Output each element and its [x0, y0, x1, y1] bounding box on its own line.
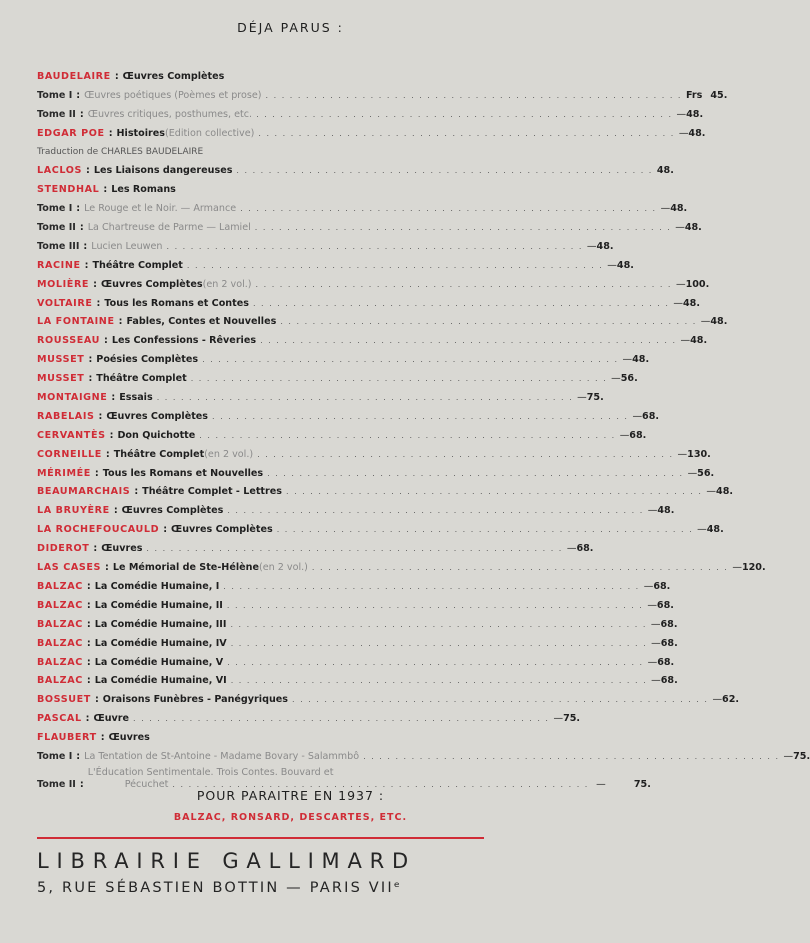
price: 48. [596, 240, 614, 252]
price-dash: — [619, 429, 630, 441]
edition-note: (Edition collective) [164, 127, 255, 139]
separator-colon: : [85, 713, 90, 725]
price-dash: — [706, 486, 717, 498]
leader-dots: . . . . . . . . . . . . . . . . . . . . . . . . . . . . . . . . . . . . . . . . . . . . . . . . . . . . [190, 374, 608, 384]
volume-label: Tome II [37, 222, 76, 234]
price: 48. [682, 297, 700, 309]
volume-text: Lucien Leuwen [91, 240, 163, 252]
leader-dots: . . . . . . . . . . . . . . . . . . . . . . . . . . . . . . . . . . . . . . . . . . . . . . . . . . . . [258, 128, 675, 138]
leader-dots: . . . . . . . . . . . . . . . . . . . . . . . . . . . . . . . . . . . . . . . . . . . . . . . . . . . . [227, 657, 644, 667]
work-title: Théâtre Complet [113, 448, 205, 460]
leader-dots: . . . . . . . . . . . . . . . . . . . . . . . . . . . . . . . . . . . . . . . . . . . . . . . . . . . . [254, 223, 672, 233]
catalog-entry [37, 612, 678, 631]
leader-dots: . . . . . . . . . . . . . . . . . . . . . . . . . . . . . . . . . . . . . . . . . . . . . . . . . . . . [223, 581, 640, 591]
price-dash: — [700, 316, 711, 328]
catalog-entry [37, 347, 650, 366]
price-dash: — [566, 543, 577, 555]
price: 68. [629, 429, 647, 441]
section-heading: DÉJA PARUS : [237, 20, 344, 35]
catalog-entry [37, 121, 706, 140]
separator-colon: : [86, 599, 91, 611]
separator-colon: : [104, 335, 108, 347]
price: 48. [657, 505, 675, 517]
catalog-entry [37, 253, 634, 272]
price: 100. [685, 278, 710, 290]
price: 56. [697, 467, 715, 479]
price: 48. [632, 354, 650, 366]
volume-label: Tome I [37, 89, 73, 101]
price-dash: — [783, 750, 794, 762]
work-title: La Comédie Humaine, IV [94, 637, 227, 649]
price-dash: — [651, 637, 661, 649]
leader-dots: . . . . . . . . . . . . . . . . . . . . . . . . . . . . . . . . . . . . . . . . . . . . . . . . . . . . [363, 751, 780, 761]
leader-dots: . . . . . . . . . . . . . . . . . . . . . . . . . . . . . . . . . . . . . . . . . . . . . . . . . . . . [236, 166, 653, 176]
work-title: Œuvres [108, 732, 150, 744]
catalog-entry [37, 442, 711, 461]
separator-colon: : [118, 316, 123, 328]
author-name: LA ROCHEFOUCAULD [37, 524, 160, 536]
price: 48. [706, 524, 724, 536]
catalog-entry [37, 461, 715, 480]
leader-dots: . . . . . . . . . . . . . . . . . . . . . . . . . . . . . . . . . . . . . . . . . . . . . . . . . . . . [212, 411, 629, 421]
work-title: Théâtre Complet [92, 259, 183, 271]
edition-note: (en 2 vol.) [204, 448, 254, 460]
leader-dots: . . . . . . . . . . . . . . . . . . . . . . . . . . . . . . . . . . . . . . . . . . . . . . . . . . . . [256, 109, 673, 119]
price-dash: — [596, 778, 606, 790]
separator-colon: : [86, 656, 91, 668]
volume-label: Tome II [37, 108, 76, 120]
separator-colon: : [86, 165, 90, 177]
separator-colon: : [76, 89, 81, 101]
author-name: BALZAC [37, 580, 83, 592]
volume-text: La Tentation de St-Antoine - Madame Bovary - Salammbô [84, 750, 360, 762]
catalog-entry [37, 631, 678, 650]
catalog-entry [37, 536, 594, 555]
volume-label: Tome I [37, 750, 73, 762]
separator-colon: : [83, 240, 88, 252]
work-title: Les Liaisons dangereuses [93, 165, 233, 177]
volume-label: Tome III [37, 240, 80, 252]
price-dash: — [607, 259, 617, 271]
price-dash: — [660, 203, 671, 215]
leader-dots: . . . . . . . . . . . . . . . . . . . . . . . . . . . . . . . . . . . . . . . . . . . . . . . . . . . . [240, 204, 657, 214]
separator-colon: : [114, 70, 119, 82]
price-dash: — [677, 448, 688, 460]
volume-text: Œuvres critiques, posthumes, etc. [87, 108, 253, 120]
leader-dots: . . . . . . . . . . . . . . . . . . . . . . . . . . . . . . . . . . . . . . . . . . . . . . . . . . . . [133, 714, 550, 724]
price-dash: — [673, 297, 683, 309]
price: 68. [656, 599, 674, 611]
separator-colon: : [94, 694, 99, 706]
publisher-name: LIBRAIRIE GALLIMARD [37, 849, 417, 873]
separator-colon: : [96, 297, 101, 309]
catalog-entry [37, 234, 614, 253]
separator-colon: : [105, 562, 109, 574]
leader-dots: . . . . . . . . . . . . . . . . . . . . . . . . . . . . . . . . . . . . . . . . . . . . . . . . . . . . [166, 241, 583, 251]
leader-dots: . . . . . . . . . . . . . . . . . . . . . . . . . . . . . . . . . . . . . . . . . . . . . . . . . . . . [202, 355, 619, 365]
author-name: RABELAIS [37, 410, 95, 422]
catalog-entry [37, 669, 678, 688]
catalog-entry [37, 763, 651, 791]
author-name: BEAUMARCHAIS [37, 486, 131, 498]
price: 48. [716, 486, 734, 498]
catalog-entry [37, 83, 728, 102]
leader-dots: . . . . . . . . . . . . . . . . . . . . . . . . . . . . . . . . . . . . . . . . . . . . . . . . . . . . [276, 525, 694, 535]
translation-credit: Traduction de CHARLES BAUDELAIRE [37, 147, 204, 158]
price: 48. [686, 108, 704, 120]
catalog-entry [37, 725, 484, 744]
price-dash: — [622, 354, 633, 366]
leader-dots: . . . . . . . . . . . . . . . . . . . . . . . . . . . . . . . . . . . . . . . . . . . . . . . . . . . . [292, 695, 709, 705]
price: 68. [653, 580, 671, 592]
separator-colon: : [113, 505, 118, 517]
separator-colon: : [134, 486, 139, 498]
price: 68. [657, 656, 675, 668]
volume-line [88, 767, 651, 779]
separator-colon: : [163, 524, 168, 536]
price-dash: — [650, 618, 661, 630]
work-title: Essais [119, 392, 153, 404]
author-name: BALZAC [37, 656, 83, 668]
edition-note: (en 2 vol.) [258, 562, 308, 574]
work-title: Oraisons Funèbres - Panégyriques [102, 694, 288, 706]
catalog-entry [37, 706, 581, 725]
leader-dots: . . . . . . . . . . . . . . . . . . . . . . . . . . . . . . . . . . . . . . . . . . . . . . . . . . . . [186, 260, 604, 270]
catalog-entry [37, 687, 740, 706]
catalog-entry [37, 650, 675, 669]
separator-colon: : [86, 637, 91, 649]
catalog-entry [37, 517, 724, 536]
catalog-entry [37, 593, 674, 612]
price: 68. [642, 410, 660, 422]
price: 62. [722, 694, 740, 706]
currency-label: Frs [685, 89, 703, 101]
edition-note: (en 2 vol.) [202, 278, 252, 290]
work-title: Œuvres Complètes [171, 524, 273, 536]
price: 68. [576, 543, 594, 555]
separator-colon: : [93, 543, 98, 555]
work-title: Les Romans [111, 184, 176, 196]
leader-dots: . . . . . . . . . . . . . . . . . . . . . . . . . . . . . . . . . . . . . . . . . . . . . . . . . . . . [285, 487, 703, 497]
catalog-entry [37, 744, 810, 763]
catalog-entry [37, 366, 638, 385]
price: 75. [563, 713, 581, 725]
work-title: Les Confessions - Rêveries [111, 335, 257, 347]
price-dash: — [678, 127, 689, 139]
volume-text-cont: Pécuchet [124, 778, 169, 790]
leader-dots: . . . . . . . . . . . . . . . . . . . . . . . . . . . . . . . . . . . . . . . . . . . . . . . . . . . . [257, 449, 674, 459]
price-dash: — [611, 373, 621, 385]
author-name: STENDHAL [37, 184, 100, 196]
separator-colon: : [100, 732, 105, 744]
author-name: LA BRUYÈRE [37, 505, 110, 517]
price: 130. [687, 448, 711, 460]
volume-text: L'Éducation Sentimentale. Trois Contes. Bouvard et [87, 766, 334, 778]
separator-colon: : [98, 410, 103, 422]
price-dash: — [647, 656, 658, 668]
price: 48. [656, 165, 674, 177]
leader-dots: . . . . . . . . . . . . . . . . . . . . . . . . . . . . . . . . . . . . . . . . . . . . . . . . . . . . [252, 298, 670, 308]
volume-text: Œuvres poétiques (Poèmes et prose) [84, 89, 262, 101]
catalog-entry [37, 423, 647, 442]
leader-dots: . . . . . . . . . . . . . . . . . . . . . . . . . . . . . . . . . . . . . . . . . . . . . . . . . . . . [226, 600, 644, 610]
volume-text: La Chartreuse de Parme — Lamiel [87, 222, 251, 234]
author-name: MONTAIGNE [37, 392, 108, 404]
leader-dots: . . . . . . . . . . . . . . . . . . . . . . . . . . . . . . . . . . . . . . . . . . . . . . . . . . . . [267, 468, 684, 478]
author-name: ROUSSEAU [37, 335, 100, 347]
leader-dots: . . . . . . . . . . . . . . . . . . . . . . . . . . . . . . . . . . . . . . . . . . . . . . . . . . . . [311, 563, 729, 573]
separator-colon: : [76, 203, 81, 215]
work-title: Théâtre Complet [96, 373, 187, 385]
author-name: MOLIÈRE [37, 278, 90, 290]
separator-colon: : [79, 108, 84, 120]
separator-colon: : [105, 448, 110, 460]
volume-text: Le Rouge et le Noir. — Armance [84, 203, 237, 215]
catalog-entry [37, 215, 702, 234]
price-dash: — [577, 392, 587, 404]
author-name: BAUDELAIRE [37, 70, 111, 82]
work-title: Le Mémorial de Ste-Hélène [112, 562, 259, 574]
catalog-entry [37, 272, 710, 291]
price-dash: — [697, 524, 707, 536]
author-name: BALZAC [37, 675, 83, 687]
catalog-entry [37, 177, 484, 196]
catalog-entry [37, 196, 688, 215]
separator-colon: : [108, 127, 113, 139]
price-dash: — [647, 599, 657, 611]
leader-dots: . . . . . . . . . . . . . . . . . . . . . . . . . . . . . . . . . . . . . . . . . . . . . . . . . . . . [227, 506, 644, 516]
catalog-entry [37, 64, 484, 83]
separator-colon: : [88, 373, 93, 385]
price: 45. [710, 89, 728, 101]
catalog-entry [37, 480, 734, 499]
author-name: CERVANTÈS [37, 429, 106, 441]
leader-dots: . . . . . . . . . . . . . . . . . . . . . . . . . . . . . . . . . . . . . . . . . . . . . . . . . . . . [156, 393, 574, 403]
separator-colon: : [79, 778, 84, 790]
volume-label: Tome I [37, 203, 73, 215]
price: 56. [620, 373, 638, 385]
separator-colon: : [84, 259, 89, 271]
catalog-entry [37, 574, 671, 593]
work-title: Œuvres Complètes [100, 278, 203, 290]
catalog-entry [37, 498, 675, 517]
work-title: Fables, Contes et Nouvelles [126, 316, 277, 328]
separator-colon: : [86, 618, 91, 630]
catalog-entry [37, 310, 728, 329]
price: 48. [670, 203, 688, 215]
catalog-entry [37, 404, 660, 423]
separator-colon: : [111, 392, 116, 404]
price-dash: — [732, 562, 742, 574]
work-title: Poésies Complètes [96, 354, 199, 366]
leader-dots: . . . . . . . . . . . . . . . . . . . . . . . . . . . . . . . . . . . . . . . . . . . . . . . . . . . . [265, 90, 682, 100]
forthcoming-titles: BALZAC, RONSARD, DESCARTES, ETC. [173, 812, 408, 823]
author-name: DIDEROT [37, 543, 90, 555]
price: 68. [660, 675, 678, 687]
catalog-entry [37, 102, 704, 121]
leader-dots: . . . . . . . . . . . . . . . . . . . . . . . . . . . . . . . . . . . . . . . . . . . . . . . . . . . . [199, 430, 616, 440]
price: 48. [684, 222, 702, 234]
leader-dots: . . . . . . . . . . . . . . . . . . . . . . . . . . . . . . . . . . . . . . . . . . . . . . . . . . . . [280, 317, 697, 327]
publisher-address: 5, RUE SÉBASTIEN BOTTIN — PARIS VIIᵉ [37, 880, 403, 896]
author-name: EDGAR POE [37, 127, 105, 139]
work-title: Œuvres Complètes [122, 70, 225, 82]
price-dash: — [712, 694, 723, 706]
author-name: PASCAL [37, 713, 82, 725]
separator-colon: : [79, 222, 84, 234]
separator-colon: : [86, 580, 91, 592]
work-title: La Comédie Humaine, V [94, 656, 224, 668]
price: 48. [710, 316, 728, 328]
author-name: BALZAC [37, 618, 83, 630]
price-dash: — [675, 278, 686, 290]
catalog-entry [37, 328, 708, 347]
author-name: FLAUBERT [37, 732, 97, 744]
catalog-entry [37, 385, 604, 404]
work-title: Tous les Romans et Nouvelles [102, 467, 264, 479]
author-name: VOLTAIRE [37, 297, 93, 309]
price-dash: — [651, 675, 661, 687]
price-dash: — [647, 505, 658, 517]
leader-dots: . . . . . . . . . . . . . . . . . . . . . . . . . . . . . . . . . . . . . . . . . . . . . . . . . . . . [260, 336, 677, 346]
price: 48. [688, 127, 706, 139]
author-name: LA FONTAINE [37, 316, 115, 328]
leader-dots: . . . . . . . . . . . . . . . . . . . . . . . . . . . . . . . . . . . . . . . . . . . . . . . . . . . . [172, 779, 589, 789]
work-title: Œuvres [101, 543, 143, 555]
price: 48. [690, 335, 708, 347]
divider-rule [37, 837, 484, 839]
separator-colon: : [94, 467, 99, 479]
price: 48. [616, 259, 634, 271]
work-title: Théâtre Complet - Lettres [142, 486, 282, 498]
price: 75. [633, 778, 651, 790]
price-dash: — [643, 580, 654, 592]
catalog-entry [37, 158, 674, 177]
author-name: BALZAC [37, 599, 83, 611]
author-name: BOSSUET [37, 694, 91, 706]
work-title: Œuvre [93, 713, 130, 725]
work-title: Don Quichotte [117, 429, 196, 441]
separator-colon: : [109, 429, 114, 441]
work-title: La Comédie Humaine, I [94, 580, 220, 592]
catalog-entry [37, 291, 700, 310]
price-dash: — [680, 335, 691, 347]
price-dash: — [687, 467, 698, 479]
price-dash: — [632, 410, 643, 422]
price: 68. [660, 637, 678, 649]
work-title: Tous les Romans et Contes [104, 297, 249, 309]
work-title: La Comédie Humaine, II [94, 599, 223, 611]
author-name: MUSSET [37, 373, 85, 385]
author-name: MUSSET [37, 354, 85, 366]
separator-colon: : [86, 675, 91, 687]
catalog-entry [37, 555, 766, 574]
catalog-list [37, 64, 810, 791]
work-title: Œuvres Complètes [106, 410, 209, 422]
separator-colon: : [76, 750, 81, 762]
volume-label: Tome II [37, 778, 76, 790]
price: 120. [741, 562, 766, 574]
price: 68. [660, 618, 678, 630]
author-name: BALZAC [37, 637, 83, 649]
author-name: RACINE [37, 259, 81, 271]
price: 75. [793, 750, 810, 762]
work-title: La Comédie Humaine, III [94, 618, 227, 630]
price-dash: — [586, 240, 597, 252]
author-name: LAS CASES [37, 562, 102, 574]
author-name: CORNEILLE [37, 448, 102, 460]
author-name: LACLOS [37, 165, 83, 177]
price: 75. [586, 392, 604, 404]
leader-dots: . . . . . . . . . . . . . . . . . . . . . . . . . . . . . . . . . . . . . . . . . . . . . . . . . . . . [230, 676, 648, 686]
leader-dots: . . . . . . . . . . . . . . . . . . . . . . . . . . . . . . . . . . . . . . . . . . . . . . . . . . . . [255, 279, 672, 289]
forthcoming-heading: POUR PARAITRE EN 1937 : [196, 788, 385, 803]
separator-colon: : [88, 354, 93, 366]
catalog-entry [37, 140, 484, 159]
author-name: MÉRIMÉE [37, 467, 91, 479]
price-dash: — [676, 108, 687, 120]
separator-colon: : [103, 184, 108, 196]
price-dash: — [553, 713, 564, 725]
leader-dots: . . . . . . . . . . . . . . . . . . . . . . . . . . . . . . . . . . . . . . . . . . . . . . . . . . . . [230, 638, 648, 648]
work-title: Œuvres Complètes [121, 505, 224, 517]
separator-colon: : [93, 278, 97, 290]
work-title: La Comédie Humaine, VI [94, 675, 227, 687]
leader-dots: . . . . . . . . . . . . . . . . . . . . . . . . . . . . . . . . . . . . . . . . . . . . . . . . . . . . [230, 619, 647, 629]
price-dash: — [675, 222, 685, 234]
work-title: Histoires [116, 127, 165, 139]
leader-dots: . . . . . . . . . . . . . . . . . . . . . . . . . . . . . . . . . . . . . . . . . . . . . . . . . . . . [146, 544, 563, 554]
